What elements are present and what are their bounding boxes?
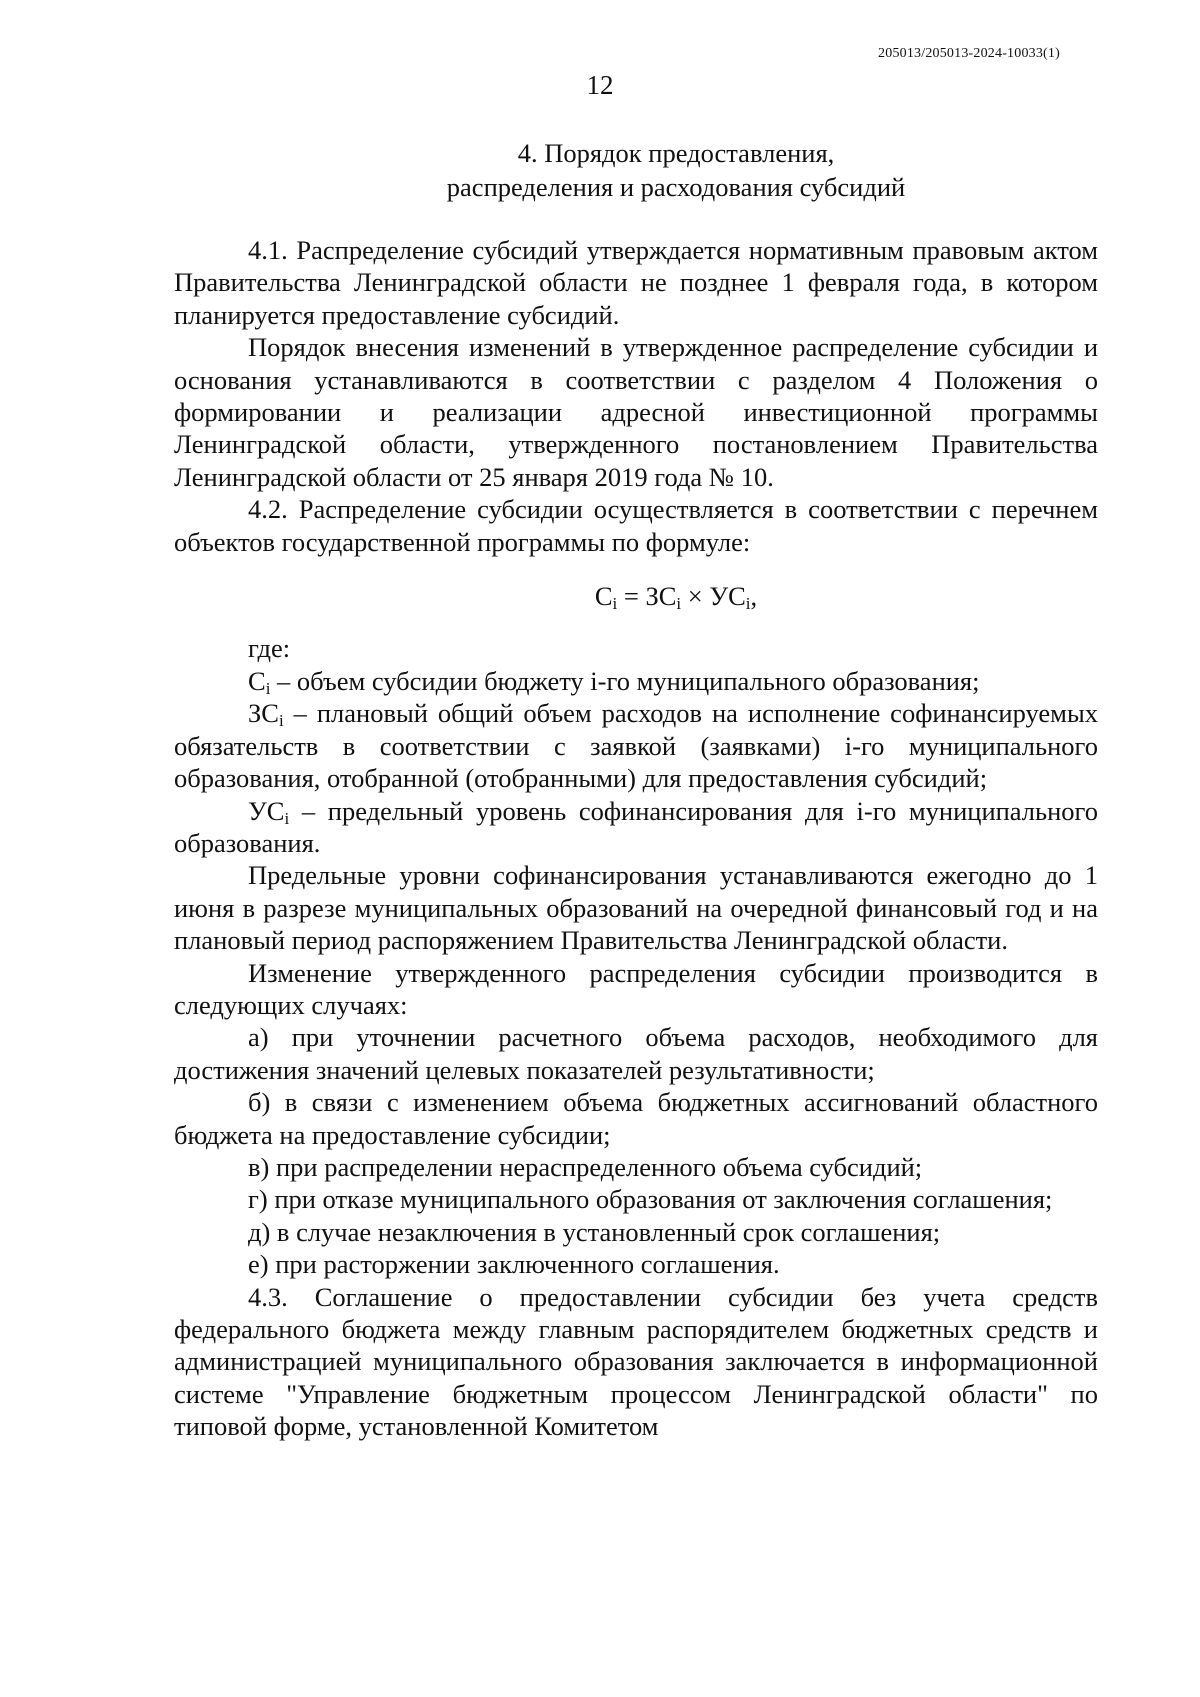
formula (174, 580, 1098, 612)
page-number: 12 (586, 70, 614, 100)
definition-uci (174, 795, 1098, 860)
case-a: а) при уточнении расчетного объема расходов, необходимого для достижения значений целевых показателей результативности; (174, 1022, 1098, 1085)
definition-uci-sub: i (284, 808, 290, 828)
definition-uci-symbol: УC (248, 795, 285, 826)
paragraph-cofinancing-levels: Предельные уровни софинансирования устанавливаются ежегодно до 1 июня в разрезе муниципальных образований на очередной финансовый год и на плановый период распоряжением Правительства Ленинградской области. (174, 860, 1098, 956)
paragraph-distribution-changes: Изменение утвержденного распределения субсидии производится в следующих случаях: (174, 957, 1098, 1020)
definition-zci (174, 697, 1098, 794)
formula-eq: = ЗC (617, 581, 677, 612)
paragraph-4-2: 4.2. Распределение субсидии осуществляется в соответствии с перечнем объектов государственной программы по формуле: (174, 494, 1098, 557)
definition-uci-text: – предельный уровень софинансирования для i-го муниципального образования. (174, 795, 1098, 858)
document-body (174, 136, 1098, 1443)
paragraph-amendment-procedure: Порядок внесения изменений в утвержденное распределение субсидии и основания устанавливаются в соответствии с разделом 4 Положения о формировании и реализации адресной инвестиционной программы Ленинградской области, утвержденного постановлением Правительства Ленинградской области от 25 января 2019 года № 10. (174, 332, 1098, 492)
formula-c: C (594, 581, 613, 612)
formula-end: , (750, 581, 758, 612)
definition-ci-sub: i (265, 678, 271, 698)
where-label: где: (248, 633, 291, 664)
formula-sub-2: i (676, 594, 682, 614)
section-title (174, 136, 1098, 204)
formula-sub-3: i (745, 594, 751, 614)
case-e: е) при расторжении заключенного соглашения. (248, 1249, 780, 1280)
case-b: б) в связи с изменением объема бюджетных ассигнований областного бюджета на предоставление субсидии; (174, 1087, 1098, 1150)
paragraph-4-1: 4.1. Распределение субсидий утверждается нормативным правовым актом Правительства Ленинградской области не позднее 1 февраля года, в котором планируется предоставление субсидий. (174, 235, 1098, 330)
definition-ci (174, 665, 1098, 697)
definition-zci-text: – плановый общий объем расходов на исполнение софинансируемых обязательств в соответствии с заявкой (заявками) i-го муниципального образования, отобранной (отобранными) для предоставления субсидий; (174, 698, 1098, 794)
definition-zci-sub: i (278, 711, 284, 731)
case-g: г) при отказе муниципального образования от заключения соглашения; (248, 1184, 1053, 1215)
case-d: д) в случае незаключения в установленный срок соглашения; (248, 1216, 941, 1247)
formula-times: × УC (681, 581, 746, 612)
definition-ci-symbol: C (248, 665, 266, 696)
definition-zci-symbol: ЗC (248, 698, 279, 729)
section-title-line-2: распределения и расходования субсидий (446, 172, 906, 202)
case-v: в) при распределении нераспределенного объема субсидий; (248, 1151, 923, 1182)
section-title-line-1: 4. Порядок предоставления, (517, 138, 835, 168)
paragraph-4-3: 4.3. Соглашение о предоставлении субсидии без учета средств федерального бюджета между главным распорядителем бюджетных средств и администрацией муниципального образования заключается в информационной системе "Управление бюджетным процессом Ленинградской области" по типовой форме, установленной Комитетом (174, 1281, 1098, 1442)
document-id: 205013/205013-2024-10033(1) (878, 46, 1060, 61)
formula-sub-1: i (612, 594, 618, 614)
definition-ci-text: – объем субсидии бюджету i-го муниципального образования; (270, 665, 980, 696)
